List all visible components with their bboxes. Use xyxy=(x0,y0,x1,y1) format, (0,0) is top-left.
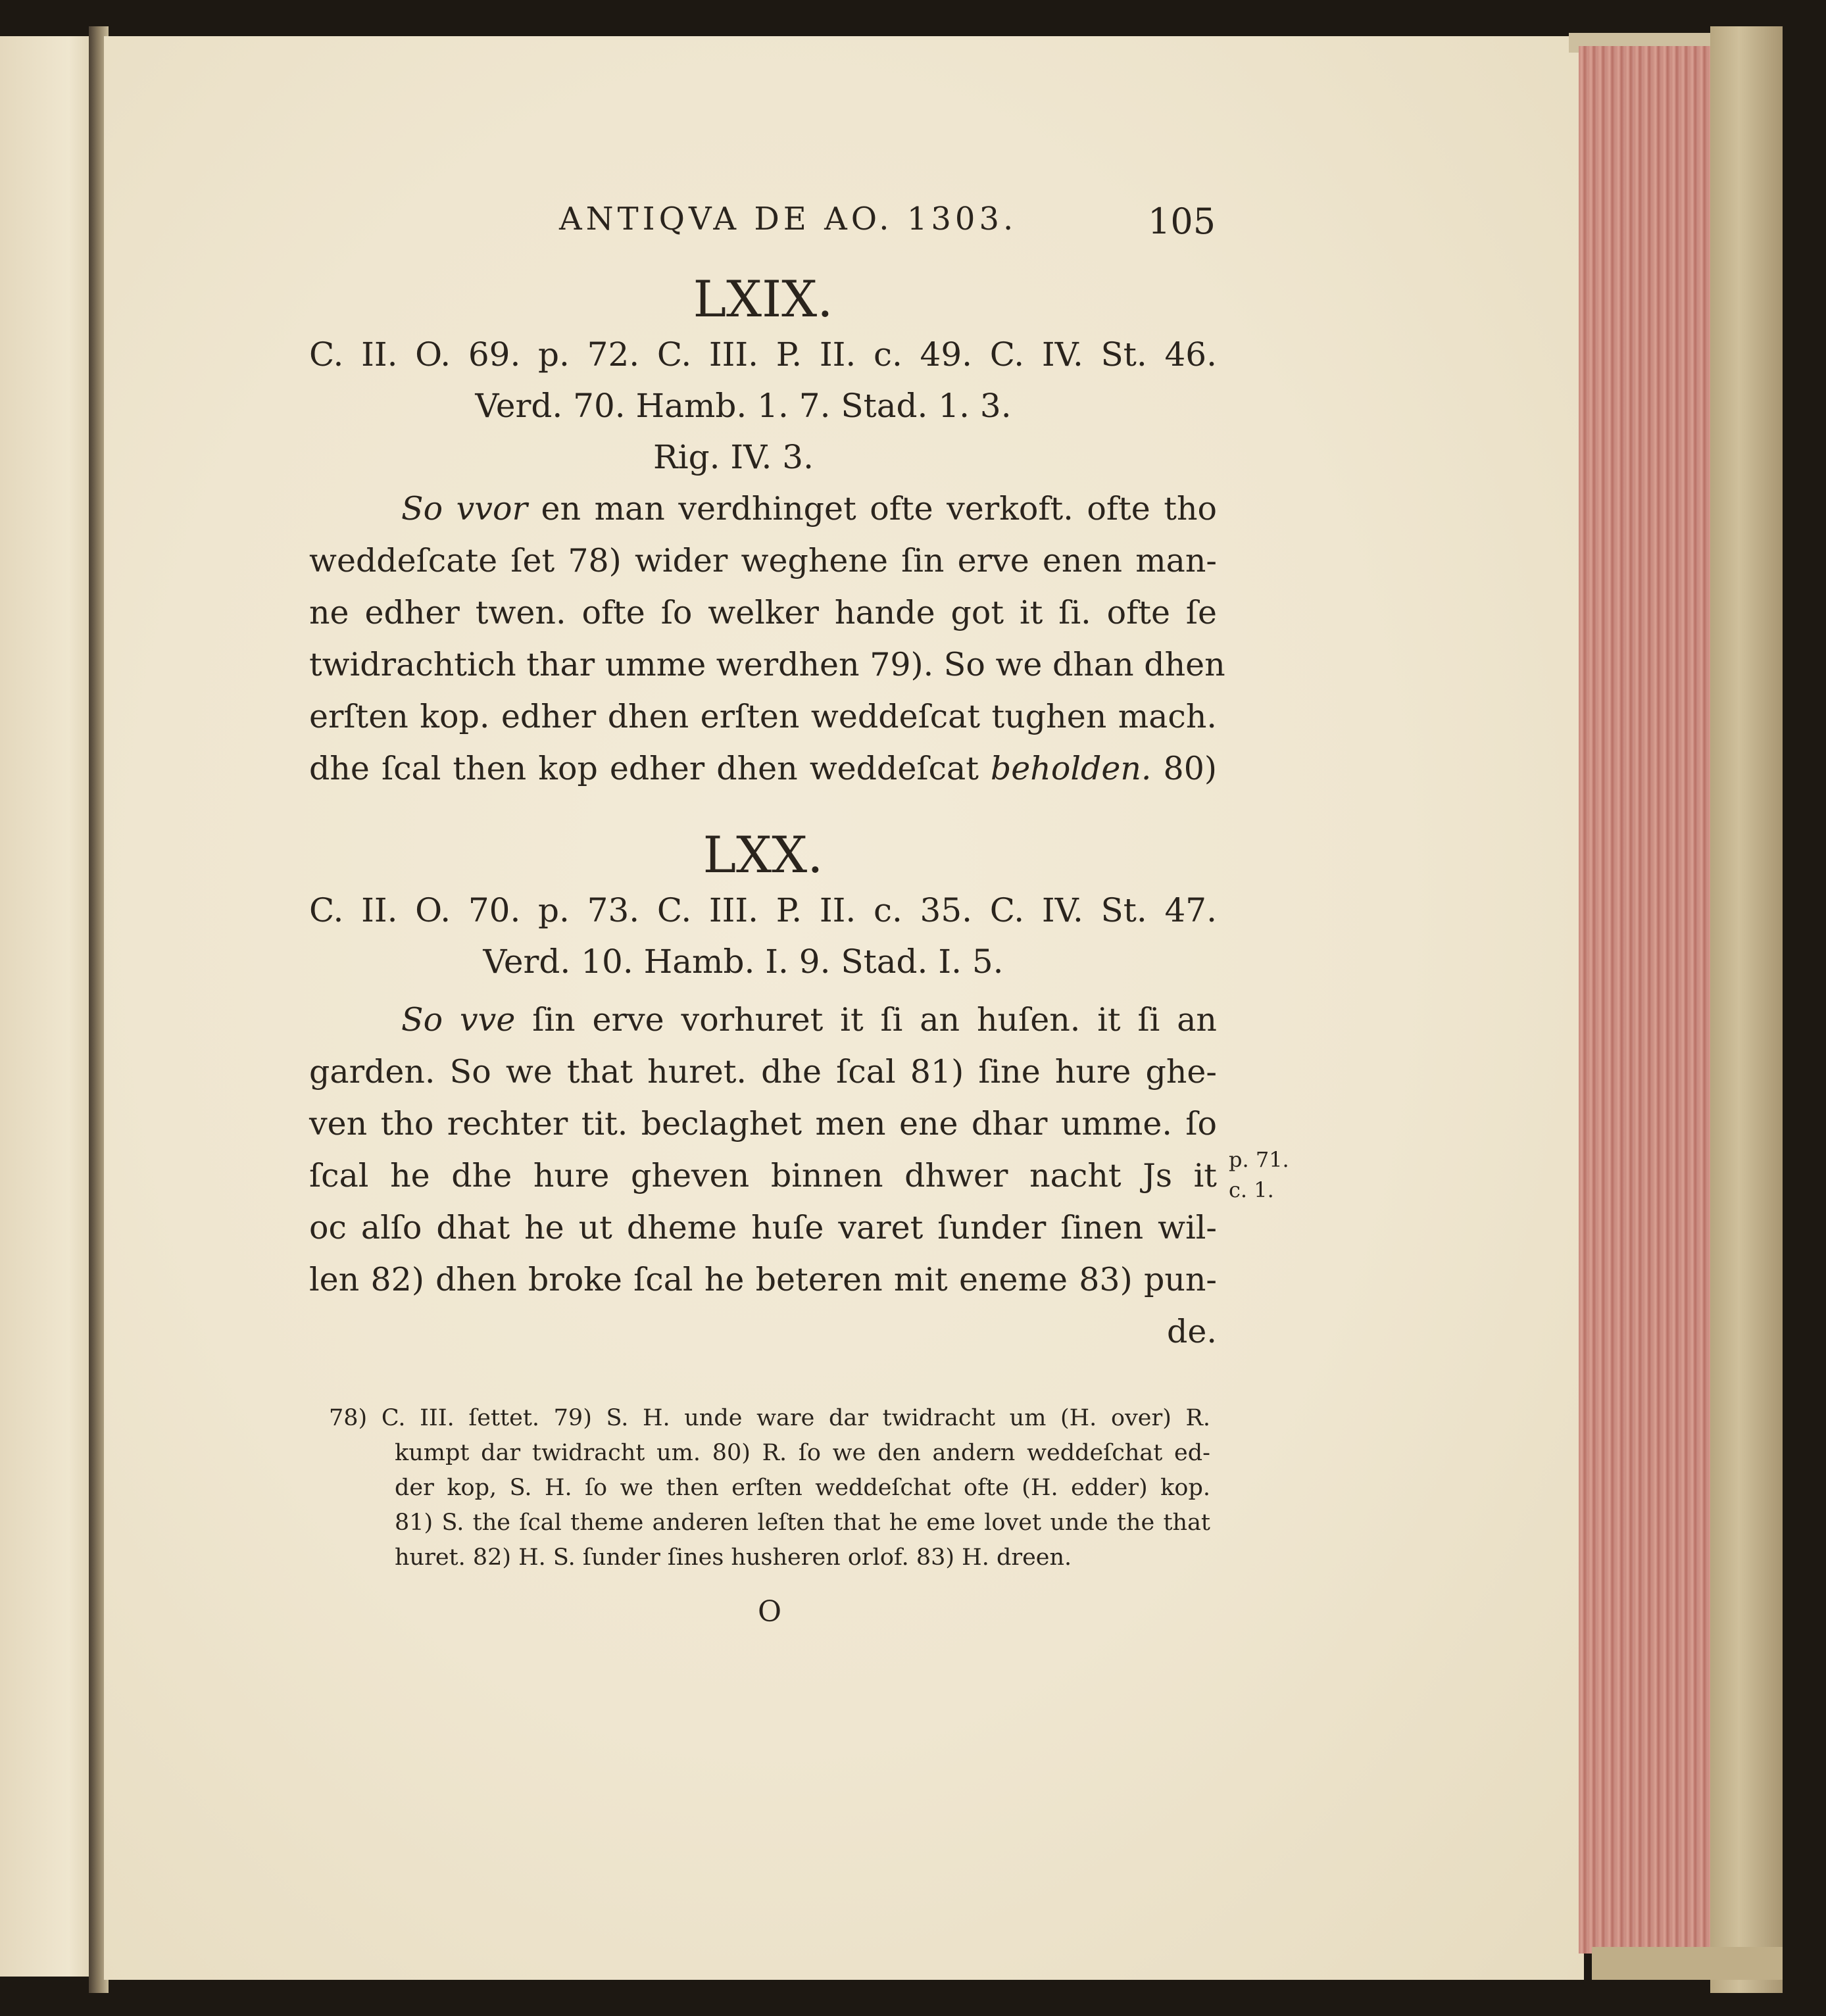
text-line: weddeſcate ſet 78) wider weghene ſin erve enen man- xyxy=(309,542,1217,579)
section-lxx xyxy=(309,825,1217,1358)
footnote-line: kumpt dar twidracht um. 80) R. ſo we den andern weddeſchat ed- xyxy=(395,1440,1210,1466)
footnote-line: der kop, S. H. ſo we then erſten weddeſchat ofte (H. edder) kop. xyxy=(395,1475,1210,1501)
section-title: LXX. xyxy=(703,825,824,884)
text-line: twidrachtich thar umme werdhen 79). So we dhan dhen xyxy=(309,646,1225,683)
text-line xyxy=(309,994,1217,1046)
citation-line: Verd. 10. Hamb. I. 9. Stad. I. 5. xyxy=(483,943,1004,981)
text-line: garden. So we that huret. dhe ſcal 81) ſine hure ghe- xyxy=(309,1053,1217,1091)
text-line: oc alſo dhat he ut dheme huſe varet ſunder ſinen wil- xyxy=(309,1209,1217,1246)
section-title: LXIX. xyxy=(693,270,833,328)
footnote-line: 81) S. the ſcal theme anderen leſten that he eme lovet unde the that xyxy=(395,1510,1210,1536)
text-line xyxy=(309,483,1217,535)
initial-words: So vve xyxy=(401,1001,516,1039)
section-lxix xyxy=(309,270,1225,795)
footnote-line: 78) C. III. ſettet. 79) S. H. unde ware dar twidracht um (H. over) R. xyxy=(329,1405,1210,1431)
text-line: de. xyxy=(1167,1313,1217,1350)
text-line: ne edher twen. ofte ſo welker hande got it ſi. ofte ſe xyxy=(309,594,1217,631)
initial-words: So vvor xyxy=(401,490,528,528)
text-line: len 82) dhen broke ſcal he beteren mit eneme 83) pun- xyxy=(309,1261,1217,1298)
citation-line: C. II. O. 70. p. 73. C. III. P. II. c. 35. C. IV. St. 47. xyxy=(309,891,1217,929)
page-number: 105 xyxy=(1148,201,1216,242)
text-line xyxy=(309,743,1217,795)
running-head: ANTIQVA DE AO. 1303. xyxy=(559,201,1018,237)
footnote-line: huret. 82) H. S. ſunder ſines husheren orlof. 83) H. dreen. xyxy=(395,1544,1072,1571)
text-line: erſten kop. edher dhen erſten weddeſcat tughen mach. xyxy=(309,698,1217,735)
line-text: en man verdhinget ofte verkoft. ofte tho xyxy=(527,490,1218,528)
line-text: dhe ſcal then kop edher dhen weddeſcat xyxy=(309,750,991,787)
marginal-note xyxy=(1229,1144,1301,1205)
footnote-ref: 80) xyxy=(1151,750,1217,787)
citation-line: C. II. O. 69. p. 72. C. III. P. II. c. 49. C. IV. St. 46. xyxy=(309,335,1217,374)
signature-mark: O xyxy=(757,1595,782,1629)
text-line: ſcal he dhe hure gheven binnen dhwer nacht Js it xyxy=(309,1157,1217,1194)
footnotes xyxy=(329,1401,1210,1575)
line-text: ſin erve vorhuret it ſi an huſen. it ſi an xyxy=(515,1001,1217,1039)
marginal-line: p. 71. xyxy=(1229,1147,1289,1172)
text-line: ven tho rechter tit. beclaghet men ene dhar umme. ſo xyxy=(309,1105,1217,1143)
citation-line: Verd. 70. Hamb. 1. 7. Stad. 1. 3. xyxy=(475,387,1012,425)
italic-word: beholden. xyxy=(990,750,1152,787)
marginal-line: c. 1. xyxy=(1229,1177,1274,1202)
citation-line: Rig. IV. 3. xyxy=(653,438,814,476)
